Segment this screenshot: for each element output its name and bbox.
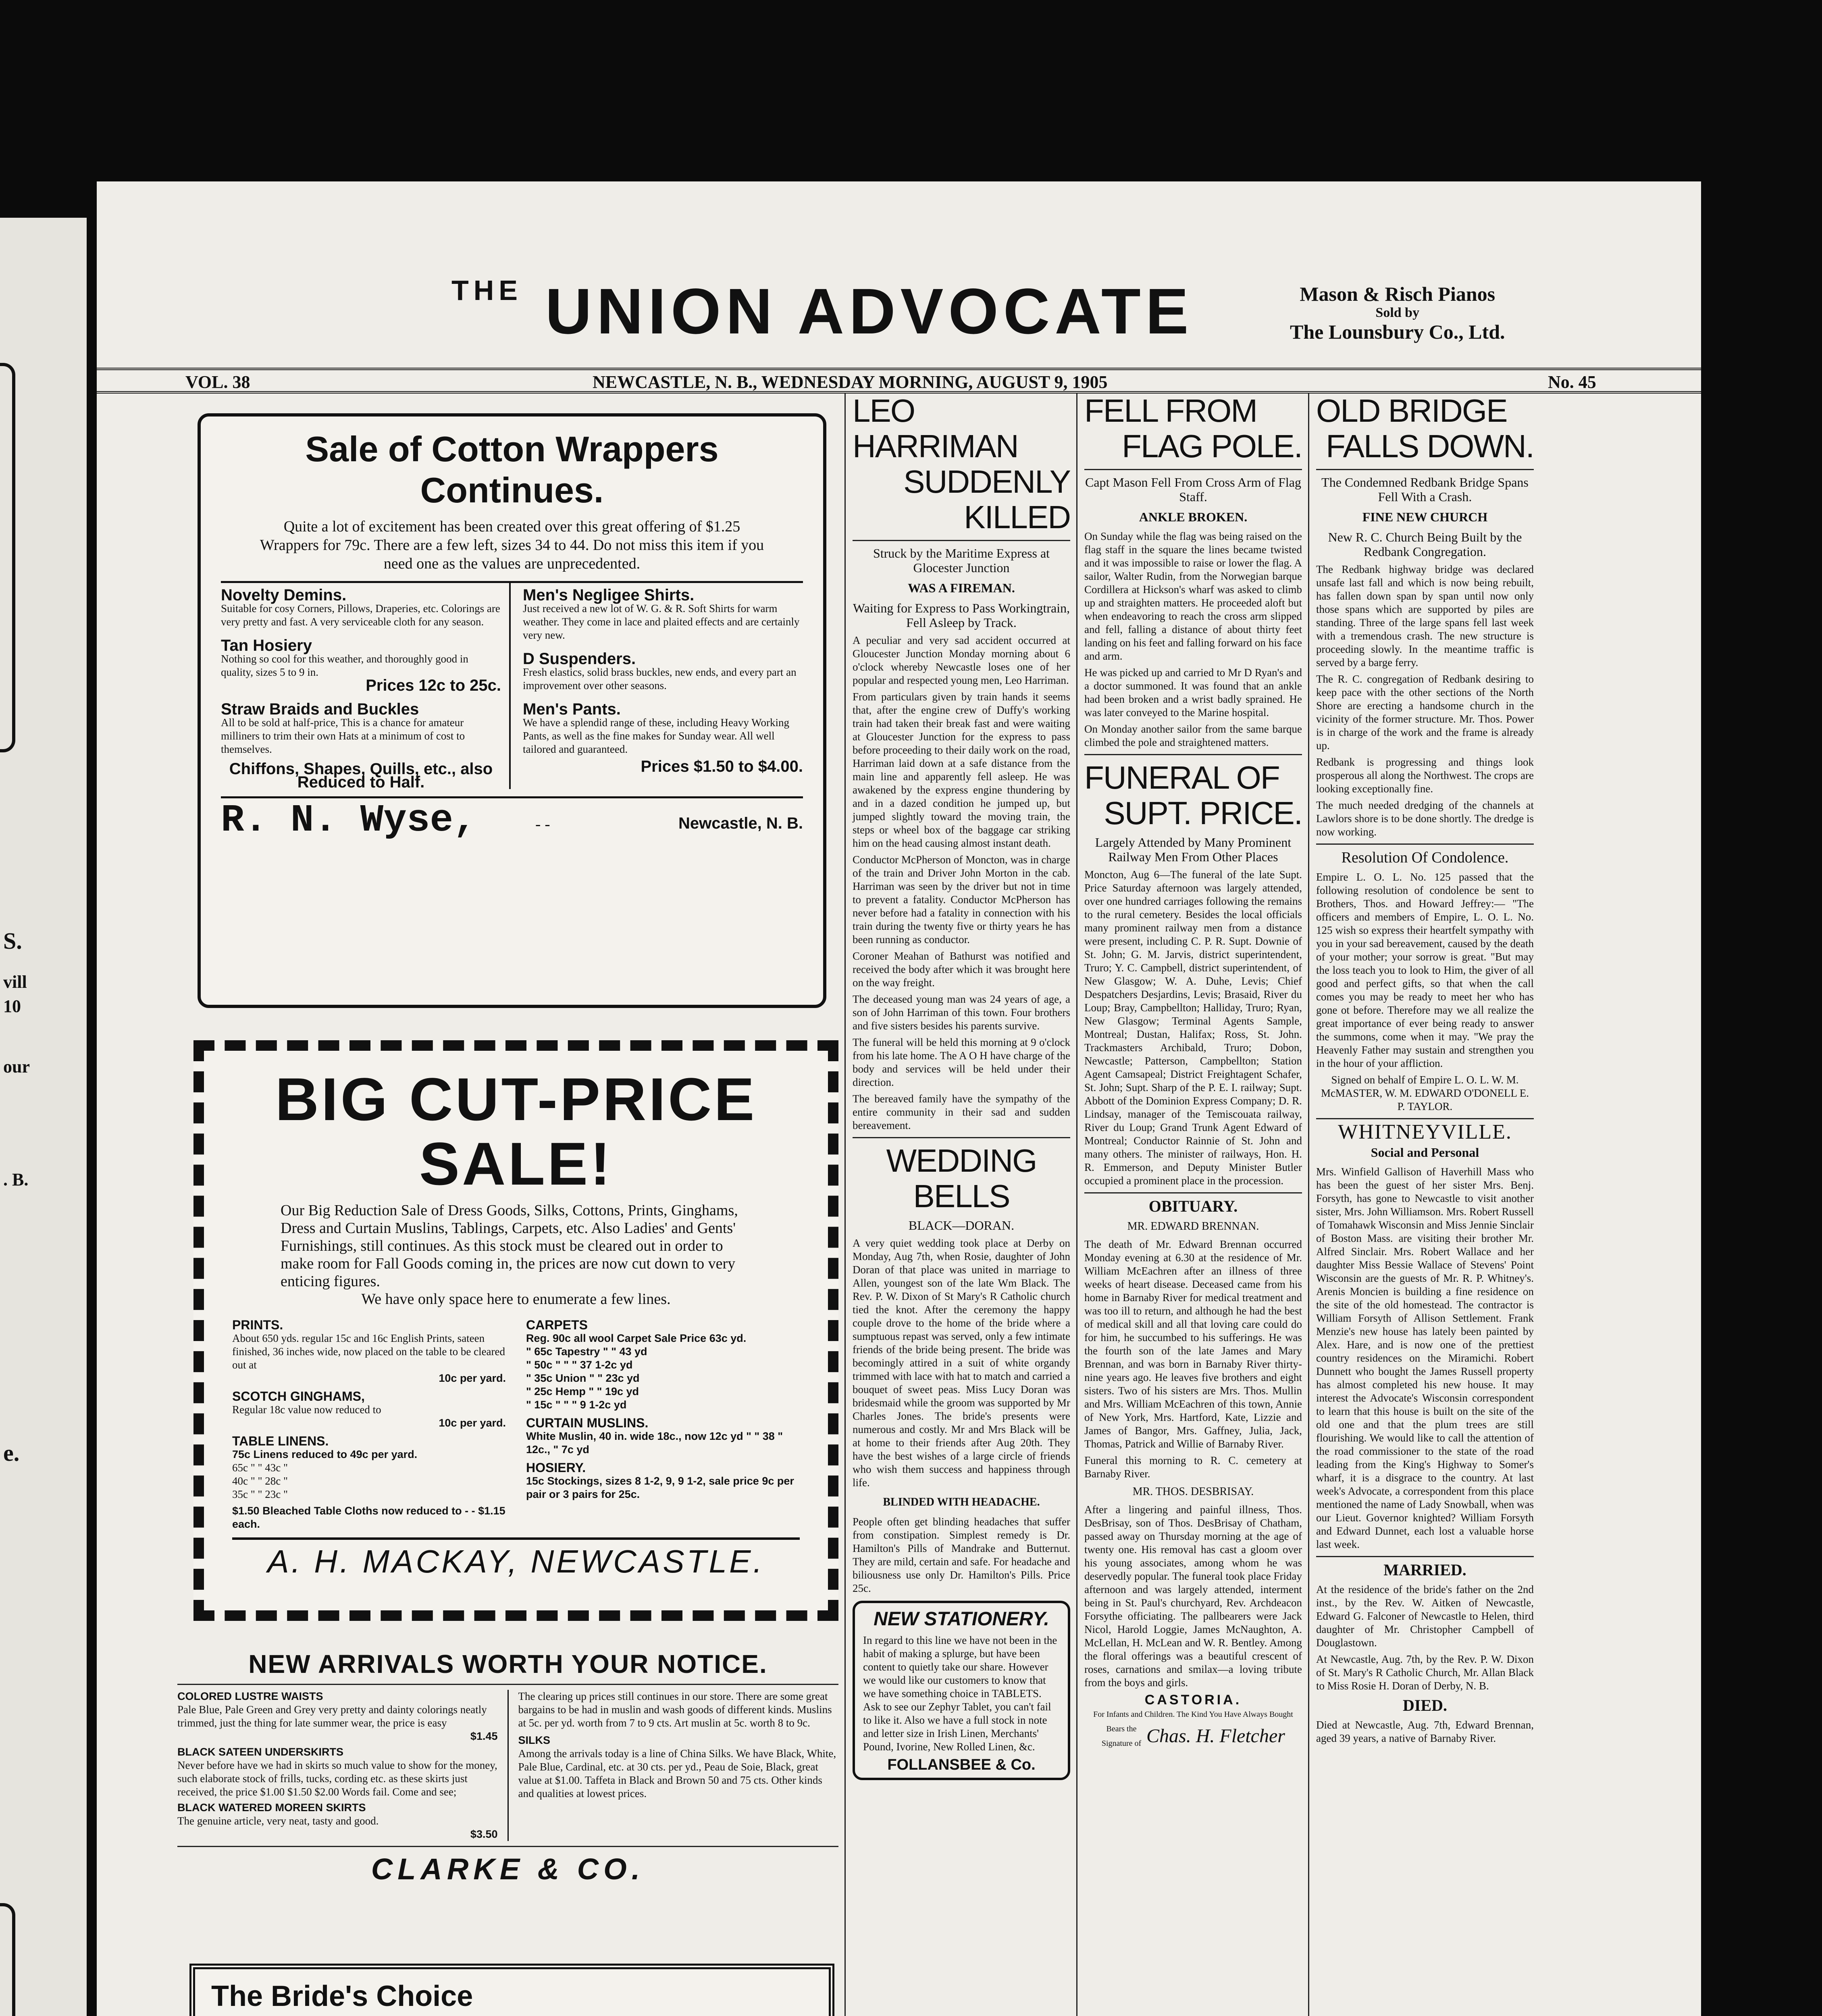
price-row: " 50c " " " 37 1-2c yd [526, 1359, 633, 1371]
article-headline: FUNERAL OF [1084, 760, 1279, 796]
title-text: UNION ADVOCATE [545, 275, 1194, 347]
fragment-box [0, 363, 15, 752]
article-paragraph: Empire L. O. L. No. 125 passed that the following resolution of condolence be sent to Brothers, Thos. and Howard Jeffrey:— "The officers and members of Empire, L. O. L. No. 125 wish so express their heartfelt sympathy with you in your sad bereavement, caused by the death of your mother; your sorrow is great. "But may the loss teach you to look to Him, the giver of all good and perfect gifts, so that when the call comes you may be ready to meet her who has gone ot before. Therefore may we all realize the great importance of ever being ready to answer the summons, come when it may. "We pray the Heavenly Father may sustain and strengthen you in the hour of your affliction. [1316, 871, 1534, 1069]
article-paragraph: Moncton, Aug 6—The funeral of the late Supt. Price Saturday afternoon was largely attended, over one hundred carriages following the remains to the rural cemetery. Besides the local officials many prominent railway men from a distance were present, including C. P. R. Supt. Downie of St. John; G. M. Jarvis, district superintendent, Truro; Y. C. Campbell, district superintendent, of New Glasgow; W. A. Duhe, Levis; Chief Despatchers Desjardins, Levis; Brasaid, River du Loup; Bray, Campbellton; Halliday, Truro; Ryan, New Glasgow; Terminal Agents Sample, Montreal; Dustan, Halifax; Ross, St. John. Trackmasters Archibald, Truro; Dobon, Newcastle; Patterson, Campbellton; Station Agent Camsapeal; District Freightagent Schafer, St. John; Supt. Sharp of the P. E. I. railway; Supt. Abbott of the Dominion Express Company; D. R. Lindsay, manager of the Temiscouata railway, River du Loup; Grand Trunk Agent Edward of Montreal; Conductor Rainnie of St. John and many others. The minister of railways, Hon. H. R. Emmerson, and Deputy Minister Butler occupied a prominent place in the procession. [1084, 868, 1302, 1187]
article-headline: MARRIED. [1383, 1561, 1466, 1579]
article-paragraph: The deceased young man was 24 years of age, a son of John Harriman of this town. Four brothers and five sisters besides his parents survive. [853, 993, 1070, 1032]
section-title: Novelty Demins. [221, 586, 347, 604]
section-title: Men's Pants. [523, 700, 621, 718]
issue-date: NEWCASTLE, N. B., WEDNESDAY MORNING, AUGUST 9, 1905 [593, 372, 1108, 392]
price-row: " 25c Hemp " " 19c yd [526, 1385, 639, 1397]
fragment-text: 10 [3, 996, 21, 1016]
ad-headline: NEW STATIONERY. [874, 1608, 1049, 1630]
article-subhead: New R. C. Church Being Built by the Redbank Congregation. [1328, 530, 1522, 559]
ad-line: The Lounsbury Co., Ltd. [1290, 321, 1505, 343]
firm-name: A. H. MACKAY, NEWCASTLE. [232, 1537, 800, 1580]
article-paragraph: The Redbank highway bridge was declared unsafe last fall and which is now being rebuilt, has fallen down span by span until now only those spans which are supported by piles are standing. Three of the large spans fell last week with a tremendous crash. The new structure is proceeding slowly. In the meantime traffic is served by a barge ferry. [1316, 563, 1534, 669]
price: 10c per yard. [439, 1417, 506, 1429]
column-rule [1076, 393, 1077, 2016]
article-subhead: BLACK—DORAN. [908, 1218, 1015, 1233]
article-paragraph: At the residence of the bride's father on the 2nd inst., by the Rev. W. Aitken of Newcastle, Edward G. Falconer of Newcastle to Helen, third daughter of Mr. Christopher Campbell of Douglastown. [1316, 1583, 1534, 1649]
section-title: Men's Negligee Shirts. [523, 586, 695, 604]
separator: - - [535, 815, 550, 833]
section-title: CARPETS [526, 1318, 588, 1332]
ad-intro: Quite a lot of excitement has been created over this great offering of $1.25 Wrappers for 79c. There are a few left, sizes 34 to 44. Do not miss this item if you need one as the values are unprecedented. [260, 518, 764, 572]
section-text: All to be sold at half-price, This is a chance for amateur milliners to trim their own Hats at a minimum of cost to themselves. [221, 716, 465, 755]
ad-line: Sold by [1375, 305, 1420, 320]
section-text: Pale Blue, Pale Green and Grey very pretty and dainty colorings neatly trimmed, just the thing for late summer wear, the price is easy [177, 1704, 487, 1729]
section-title: Tan Hosiery [221, 637, 312, 654]
firm-name: R. N. Wyse, [221, 798, 476, 842]
section-text: We have a splendid range of these, including Heavy Working Pants, as well as the fine makes for Sunday wear. All well tailored and guaranteed. [523, 716, 789, 755]
fragment-text: . B. [3, 1170, 29, 1189]
section-title: CURTAIN MUSLINS. [526, 1416, 649, 1430]
section-title: COLORED LUSTRE WAISTS [177, 1690, 323, 1702]
section-title: HOSIERY. [526, 1460, 586, 1475]
section-text: Suitable for cosy Corners, Pillows, Draperies, etc. Colorings are very pretty and fast. A very serviceable cloth for any season. [221, 602, 500, 628]
section-text: The genuine article, very neat, tasty and good. [177, 1815, 379, 1827]
ad-intro: Our Big Reduction Sale of Dress Goods, Silks, Cottons, Prints, Ginghams, Dress and Curtain Muslins, Tablings, Carpets, etc. Also Ladies' and Gents' Furnishings, still continues. As this stock must be cleared out in order to make room for Fall Goods coming in, the prices are now cut down to very enticing figures. [281, 1202, 738, 1290]
fragment-text: S. [3, 928, 22, 954]
article-paragraph: Conductor McPherson of Moncton, was in charge of the train and Driver John Morton in the cab. Harriman was seen by the driver but not in time to prevent a fatality. Conductor McPherson has never before had a fatality in connection with his train during the twenty five or thirty years he has been running as conductor. [853, 854, 1070, 946]
article-paragraph: Redbank is progressing and things look prosperous all along the Northwest. The crops are looking exceptionally fine. [1316, 756, 1534, 795]
article-subhead: Capt Mason Fell From Cross Arm of Flag Staff. [1085, 475, 1301, 504]
article-subhead: FINE NEW CHURCH [1362, 510, 1488, 524]
ad-headline: CASTORIA. [1144, 1692, 1242, 1708]
column-4 [1316, 393, 1534, 1748]
article-subhead: Waiting for Express to Pass Workingtrain, Fell Asleep by Track. [853, 601, 1070, 630]
ad-text: For Infants and Children. The Kind You Have Always Bought [1093, 1710, 1293, 1719]
article-subhead: Social and Personal [1371, 1145, 1479, 1160]
clarke-ad [177, 1649, 838, 1939]
article-paragraph: From particulars given by train hands it seems that, after the engine crew of Duffy's working train had taken their break fast and were waiting at Gloucester Junction for the express to pass before proceeding to their daily work on the road, Harriman laid down at a safe distance from the main line and apparently fell asleep. He was awakened by the express engine thundering by and in a dazed condition he jumped up, but jumped slightly toward the moving train, the steps or wheel box of the baggage car striking him on the head causing almost instant death. [853, 691, 1070, 849]
price-row: 35c " " 23c " [232, 1488, 288, 1500]
fragment-text: vill [3, 972, 27, 992]
article-headline: SUPT. PRICE. [1104, 795, 1302, 831]
ad-text: In regard to this line we have not been in the habit of making a splurge, but have been content to quietly take our share. However we would like our customers to know that we have something choice in TABLETS. Ask to see our Zephyr Tablet, you can't fail to like it. Also we have a full stock in note and letter size in Irish Linen, Merchants' Pound, Ivorine, New Rolled Linen, &c. [863, 1634, 1057, 1753]
section-text: 15c Stockings, sizes 8 1-2, 9, 9 1-2, sale price 9c per pair or 3 pairs for 25c. [526, 1475, 794, 1500]
mason-risch-ad [1290, 282, 1505, 344]
article-subhead: MR. THOS. DESBRISAY. [1132, 1485, 1254, 1498]
price-row: " 65c Tapestry " " 43 yd [526, 1345, 647, 1358]
newspaper-page [97, 181, 1701, 2016]
article-headline: LEO HARRIMAN [853, 393, 1018, 464]
section-text: About 650 yds. regular 15c and 16c English Prints, sateen finished, 36 inches wide, now placed on the table to be cleared out at [232, 1332, 505, 1371]
article-paragraph: The R. C. congregation of Redbank desiring to keep pace with the other sections of the North Shore are erecting a handsome church in the vicinity of the former structure. Mr. Thos. Power is in charge of the work and the frame is already up. [1316, 673, 1534, 752]
ad-intro: We have only space here to enumerate a few lines. [361, 1291, 671, 1308]
article-subhead: WAS A FIREMAN. [908, 581, 1015, 595]
article-headline: WHITNEYVILLE. [1338, 1120, 1512, 1143]
ad-headline: NEW ARRIVALS WORTH YOUR NOTICE. [248, 1649, 767, 1679]
section-title: SCOTCH GINGHAMS, [232, 1389, 365, 1404]
firm-name: FOLLANSBEE & Co. [887, 1756, 1036, 1773]
price-row: Reg. 90c all wool Carpet Sale Price 63c yd. [526, 1332, 747, 1344]
williston-ad [189, 1964, 834, 2016]
article-paragraph: People often get blinding headaches that suffer from constipation. Simplest remedy is Dr. Hamilton's Pills of Mandrake and Butternut. They are mild, certain and safe. For headache and biliousness use only Dr. Hamilton's Pills. Price 25c. [853, 1516, 1070, 1594]
article-paragraph: Coroner Meahan of Bathurst was notified and received the body after which it was brought here on the way freight. [853, 950, 1070, 989]
article-paragraph: A very quiet wedding took place at Derby on Monday, Aug 7th, when Rosie, daughter of John Doran of that place was united in marriage to Allen, youngest son of the late Wm Black. The Rev. P. W. Dixon of St Mary's R Catholic church tied the knot. After the ceremony the happy couple drove to the home of the bride where a sumptuous repast was served, only a few intimate friends of the bride being present. The bride was becomingly attired in a suit of white organdy trimmed with lace with hat to match and carried a bouquet of sweet peas. Miss Lucy Doran was bridesmaid while the groom was supported by Mr Charles Jones. The bride's presents were numerous and costly. Mr and Mrs Black will be at home to their friends after Aug 20th. They have the best wishes of a large circle of friends who wish them success and happiness through life. [853, 1237, 1070, 1489]
price: Prices $1.50 to $4.00. [641, 758, 803, 775]
price-row: " 15c " " " 9 1-2c yd [526, 1399, 627, 1411]
article-headline: SUDDENLY KILLED [903, 464, 1070, 535]
price-row: " 35c Union " " 23c yd [526, 1372, 640, 1384]
ad-headline: The Bride's Choice [211, 1980, 473, 2012]
volume-number: VOL. 38 [185, 372, 250, 392]
article-subhead: The Condemned Redbank Bridge Spans Fell With a Crash. [1321, 475, 1529, 504]
firm-town: Newcastle, N. B. [678, 814, 803, 832]
article-headline: FALLS DOWN. [1326, 428, 1534, 464]
article-paragraph: Funeral this morning to R. C. cemetery at Barnaby River. [1084, 1454, 1302, 1480]
newspaper-title [451, 274, 1193, 348]
article-paragraph: The funeral will be held this morning at 9 o'clock from his late home. The A O H have charge of the body and services will be held under their direction. [853, 1036, 1070, 1088]
title-the: THE [451, 275, 522, 306]
article-subhead: ANKLE BROKEN. [1139, 510, 1248, 524]
section-title: Straw Braids and Buckles [221, 700, 419, 718]
section-text: Among the arrivals today is a line of China Silks. We have Black, White, Pale Blue, Cardinal, etc. at 30 cts. per yd., Peau de Soie, Black, great value at $1.00. Taffeta in Black and Brown 50 and 75 cts. Other kinds and qualities at lowest prices. [518, 1747, 836, 1799]
article-headline: DIED. [1402, 1696, 1448, 1714]
article-paragraph: The much needed dredging of the channels at Lawlors shore is to be done shortly. The dredge is now working. [1316, 799, 1534, 838]
ad-headline: Sale of Cotton Wrappers Continues. [305, 429, 719, 510]
article-headline: FELL FROM [1084, 393, 1257, 429]
ad-text: Bears the Signature of [1101, 1724, 1142, 1748]
article-subhead: BLINDED WITH HEADACHE. [883, 1496, 1040, 1508]
section-title: PRINTS. [232, 1318, 283, 1332]
column-rule [844, 393, 846, 2016]
section-title: BLACK SATEEN UNDERSKIRTS [177, 1746, 344, 1758]
article-paragraph: After a lingering and painful illness, Thos. DesBrisay, son of Thos. DesBrisay of Chatham, passed away on Thursday morning at the age of twenty one. His removal has cast a gloom over his young associates, among whom he was deservedly popular. The funeral took place Friday afternoon and was largely attended, interment being in St. Paul's churchyard, Rev. Archdeacon Forsythe officiating. The pallbearers were Jack Nicol, Harold Loggie, James McNaughton, A. McLellan, H. McLean and W. R. Bentley. Among the floral offerings was a beautiful crescent of roses, carnations and smilax—a loving tribute from the boys and girls. [1084, 1504, 1302, 1689]
article-paragraph: A peculiar and very sad accident occurred at Gloucester Junction Monday morning about 6 o'clock whereby Newcastle loses one of her popular and respected young men, Leo Harriman. [853, 634, 1070, 686]
section-title: BLACK WATERED MOREEN SKIRTS [177, 1801, 366, 1814]
section-text: The clearing up prices still continues in our store. There are some great bargains to be had in muslin and wash goods of different kinds. Muslins at 5c. per yd. worth from 7 to 9 cts. Art muslin at 5c. worth 8 to 9c. [518, 1690, 832, 1729]
price-row: $1.50 Bleached Table Cloths now reduced to - - $1.15 each. [232, 1505, 505, 1530]
wyse-ad [198, 413, 826, 1008]
article-paragraph: The bereaved family have the sympathy of the entire community in their sad and sudden bereavement. [853, 1093, 1070, 1131]
masthead [97, 274, 1701, 347]
column-rule [1308, 393, 1309, 2016]
article-paragraph: Died at Newcastle, Aug. 7th, Edward Brennan, aged 39 years, a native of Barnaby River. [1316, 1719, 1534, 1744]
price-row: 65c " " 43c " [232, 1462, 288, 1474]
article-headline: OBITUARY. [1148, 1197, 1238, 1215]
issue-number: No. 45 [1548, 372, 1596, 392]
adjacent-page-fragment [0, 218, 87, 2016]
price-row: 40c " " 28c " [232, 1475, 288, 1487]
article-subhead: Struck by the Maritime Express at Glocester Junction [873, 546, 1050, 575]
section-title: TABLE LINENS. [232, 1434, 329, 1448]
section-text: Never before have we had in skirts so much value to show for the money, such elaborate stock of frills, tucks, cording etc. as these skirts just received, the price $1.00 $1.50 $2.00 Words fail. Come and see; [177, 1759, 497, 1798]
section-title: SILKS [518, 1734, 551, 1746]
price: Prices 12c to 25c. [366, 677, 501, 694]
article-paragraph: On Sunday while the flag was being raised on the flag staff in the square the lines became twisted and it was impossible to raise or lower the flag. A sailor, Walter Rudin, from the Norwegian barque Cordillera at Hickson's wharf was asked to climb up and straighten matters. He proceeded aloft but when endeavoring to reach the cross arm slipped and fell, falling a distance of about thirty feet landing on his feet and falling forward on his face and arm. [1084, 530, 1302, 662]
article-headline: FLAG POLE. [1122, 428, 1302, 464]
price: $1.45 [470, 1730, 498, 1742]
follansbee-ad [853, 1601, 1070, 1780]
section-text: Regular 18c value now reduced to [232, 1404, 381, 1416]
castoria-ad [1084, 1693, 1302, 1751]
column-2 [853, 393, 1070, 1780]
article-headline: OLD BRIDGE [1316, 393, 1507, 429]
section-text: Nothing so cool for this weather, and thoroughly good in quality, sizes 5 to 9 in. [221, 653, 468, 678]
fragment-text: e. [3, 1440, 20, 1466]
price-row: 75c Linens reduced to 49c per yard. [232, 1448, 418, 1460]
dateline [97, 368, 1701, 394]
column-3 [1084, 393, 1302, 1751]
section-text: Fresh elastics, solid brass buckles, new ends, and every part an improvement over other seasons. [523, 666, 797, 691]
article-paragraph: On Monday another sailor from the same barque climbed the pole and straightened matters. [1084, 723, 1302, 748]
article-paragraph: The death of Mr. Edward Brennan occurred Monday evening at 6.30 at the residence of Mr. William McEachren after an illness of three weeks of heart disease. Deceased came from his home in Barnaby River for medical treatment and was too ill to return, and although he had the best of medical skill and all that loving care could do for him, he succumbed to his sufferings. He was the fourth son of the late James and Mary Brennan, and was born in Barnaby River thirty-nine years ago. He leaves five brothers and eight sisters. Two of his sisters are Mrs. Thos. Mullin and Mrs. William McEachren of this town, Annie of New York, Mrs. Hartford, Kate, Lizzie and James of Bangor, Mrs. Gaffney, Julia, Jack, Thomas, Patrick and Willie of Barnaby River. [1084, 1238, 1302, 1450]
fragment-text: our [3, 1057, 30, 1077]
section-title: Chiffons, Shapes, Quills, etc., also Reduced to Half. [229, 760, 493, 791]
fletcher-signature: Chas. H. Fletcher [1146, 1725, 1285, 1747]
article-paragraph: At Newcastle, Aug. 7th, by the Rev. P. W. Dixon of St. Mary's R Catholic Church, Mr. Allan Black to Miss Rosie H. Doran of Derby, N. B. [1316, 1653, 1534, 1692]
section-title: D Suspenders. [523, 650, 636, 668]
article-paragraph: Signed on behalf of Empire L. O. L. W. M. McMASTER, W. M. EDWARD O'DONELL E. P. TAYLOR. [1321, 1074, 1529, 1112]
mackay-ad [193, 1040, 838, 1621]
firm-name: CLARKE & CO. [371, 1852, 645, 1886]
ad-line: Mason & Risch Pianos [1300, 283, 1495, 305]
section-text: White Muslin, 40 in. wide 18c., now 12c yd " " 38 " 12c., " 7c yd [526, 1430, 783, 1456]
fragment-box [0, 1903, 15, 2016]
price: 10c per yard. [439, 1372, 506, 1384]
ad-headline: BIG CUT-PRICE SALE! [275, 1065, 757, 1198]
article-subhead: MR. EDWARD BRENNAN. [1127, 1220, 1259, 1233]
article-headline: WEDDING BELLS [886, 1143, 1037, 1214]
price: $3.50 [470, 1828, 498, 1840]
article-subhead: Largely Attended by Many Prominent Railway Men From Other Places [1095, 835, 1292, 864]
article-paragraph: Mrs. Winfield Gallison of Haverhill Mass who has been the guest of her sister Mrs. Benj. Forsyth, has gone to Newcastle to visit another sister, Mrs. John Williamson. Mrs. Robert Russell of Tomahawk Wisconsin and Miss Jennie Sinclair of Boston Mass. are visiting their brother Mr. Alfred Sinclair. Mrs. Robert Wallace and her daughter Miss Bessie Wallace of Stevens' Point Wisconsin are the guests of Mr. R. P. Whitney's. Arenis Moncien is building a fine residence on the site of the old homestead. The contractor is William Forsyth of Allison Settlement. Frank Menzie's new house has lately been painted by Alex. Hare, and is now one of the prettiest country residences on the Miramichi. Robert Dunnett who bought the James Russell property has almost completed his new house. It may interest the Advocate's Wisconsin correspondent to learn that this house is built on the site of the old one and that the plum trees are still flourishing. We would like to call the attention of the road commissioner to the state of the road leading from the King's Highway to Somer's wharf, it is a disgrace to the country. At last week's Advocate, a correspondent from this place mentioned the name of Lady Snowball, when was our Lieut. Governor knighted? William Forsyth and Edward Dunnet, each lost a valuable horse last week. [1316, 1166, 1534, 1550]
section-text: Just received a new lot of W. G. & R. Soft Shirts for warm weather. They come in lace and plaited effects and are certainly very new. [523, 602, 800, 641]
article-headline: Resolution Of Condolence. [1341, 849, 1509, 866]
article-paragraph: He was picked up and carried to Mr D Ryan's and a doctor summoned. It was found that an ankle had been broken and a wrist badly sprained. He was later conveyed to the Marine hospital. [1084, 666, 1302, 719]
